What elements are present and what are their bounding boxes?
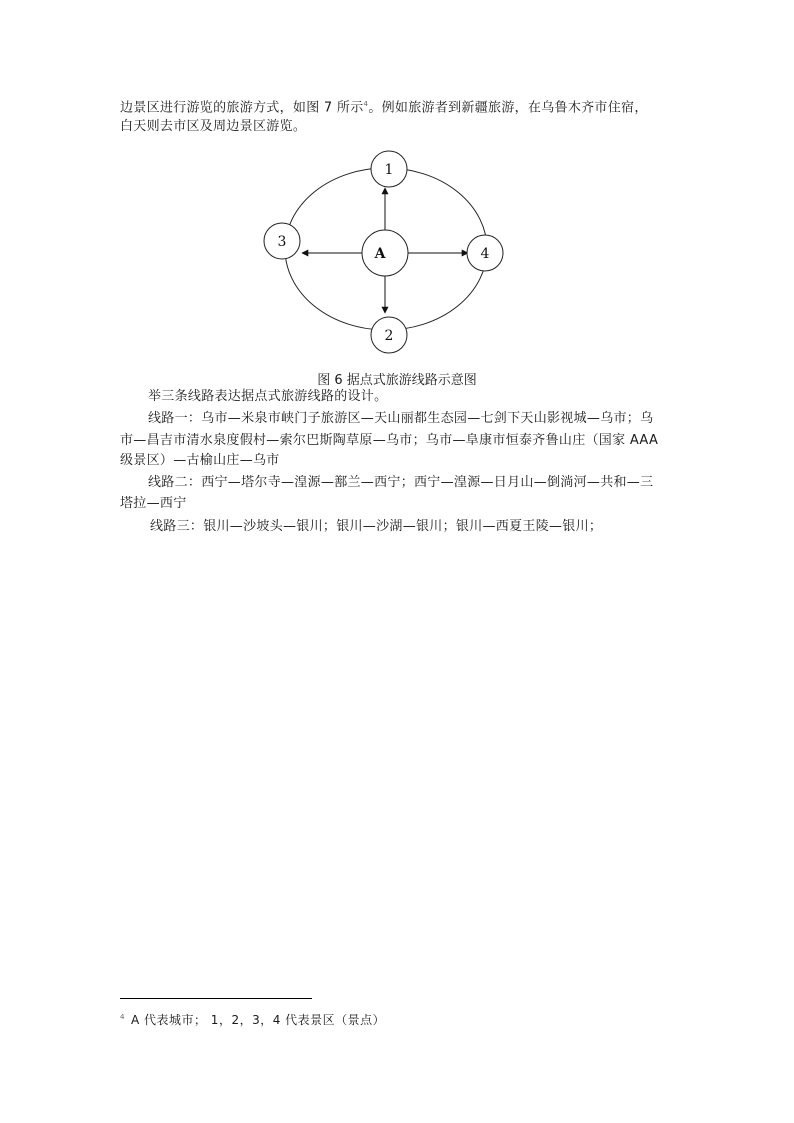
figure-caption: 图 6 据点式旅游线路示意图 — [317, 373, 477, 388]
node-3 — [264, 223, 300, 259]
intro-line-2: 白天则去市区及周边景区游览。 — [120, 119, 307, 134]
route-2-line-2: 塔拉—西宁 — [120, 496, 187, 511]
node-2-label: 2 — [384, 328, 394, 344]
footnote — [120, 1011, 385, 1028]
node-4-label: 4 — [480, 246, 490, 262]
node-center-a — [362, 230, 408, 276]
node-4 — [467, 235, 503, 271]
node-3-label: 3 — [277, 234, 287, 250]
routes-lead: 举三条线路表达据点式旅游线路的设计。 — [148, 389, 388, 404]
intro-text-b: 。例如旅游者到新疆旅游，在乌鲁木齐市住宿， — [368, 100, 648, 116]
footnote-reference[interactable]: 4 — [363, 100, 369, 108]
node-2 — [371, 317, 407, 353]
route-1-line-1: 线路一：乌市—米泉市峡门子旅游区—天山丽都生态园—七剑下天山影视城—乌市；乌 — [148, 411, 654, 426]
tour-route-diagram — [258, 145, 510, 359]
route-1-line-2: 市—昌吉市清水泉度假村—索尔巴斯陶草原—乌市；乌市—阜康市恒泰齐鲁山庄（国家 AAA — [120, 433, 659, 448]
route-3-line: 线路三：银川—沙坡头—银川；银川—沙湖—银川；银川—西夏王陵—银川； — [150, 519, 603, 534]
intro-text-a: 边景区进行游览的旅游方式，如图 7 所示 — [120, 100, 364, 116]
footnote-text: A 代表城市； 1，2，3，4 代表景区（景点） — [130, 1013, 386, 1027]
route-1-line-3: 级景区）—古榆山庄—乌市 — [120, 453, 280, 468]
node-center-label: A — [374, 246, 386, 262]
intro-line-1 — [120, 95, 648, 117]
node-1-label: 1 — [384, 162, 394, 178]
route-2-line-1: 线路二：西宁—塔尔寺—湟源—鄯兰—西宁；西宁—湟源—日月山—倒淌河—共和—三 — [148, 475, 654, 490]
footnote-mark: 4 — [120, 1013, 125, 1021]
node-1 — [371, 151, 407, 187]
footnote-separator — [120, 998, 312, 999]
